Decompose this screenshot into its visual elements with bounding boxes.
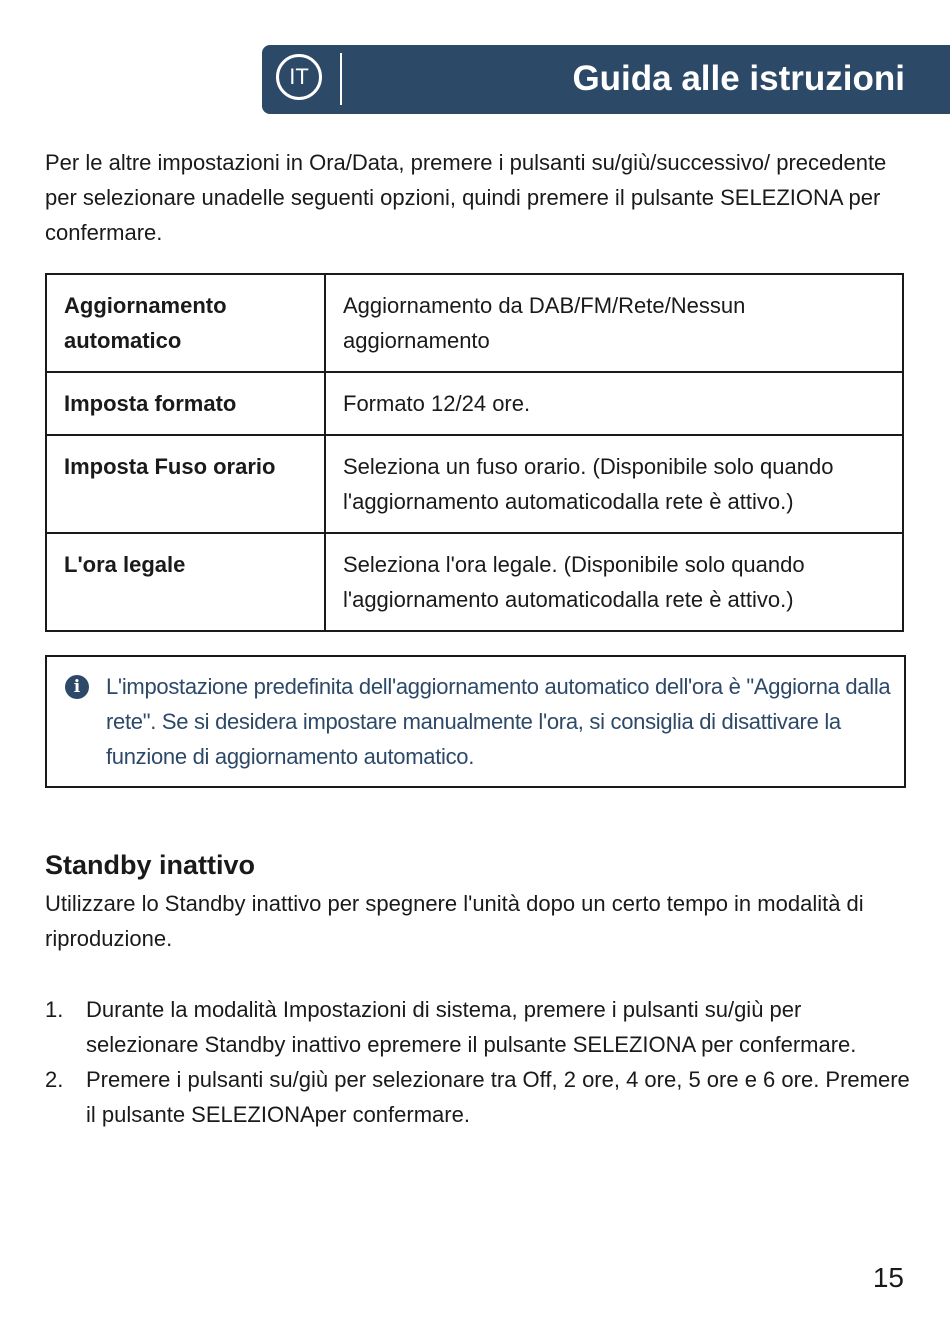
info-icon: i	[65, 675, 89, 699]
header-bar	[262, 45, 950, 114]
page-title: Guida alle istruzioni	[572, 59, 905, 98]
table-row	[46, 533, 903, 631]
list-item	[45, 1062, 915, 1132]
list-item	[45, 992, 915, 1062]
language-badge: IT	[276, 54, 322, 100]
steps-list	[45, 992, 915, 1132]
setting-name: Imposta Fuso orario	[46, 435, 325, 533]
setting-description: Aggiornamento da DAB/FM/Rete/Nessun aggiornamento	[325, 274, 903, 372]
info-note-text: L'impostazione predefinita dell'aggiornamento automatico dell'ora è "Aggiorna dalla rete". Se si desidera impostare manualmente l'ora, si consiglia di disattivare la funzione di aggiornamento automatico.	[106, 674, 891, 769]
step-text: Durante la modalità Impostazioni di sistema, premere i pulsanti su/giù per selezionare Standby inattivo epremere il pulsante SELEZIONA per confermare.	[86, 997, 857, 1057]
info-note-box	[45, 655, 906, 788]
intro-paragraph: Per le altre impostazioni in Ora/Data, premere i pulsanti su/giù/successivo/ precedente per selezionare unadelle seguenti opzioni, quindi premere il pulsante SELEZIONA per confermare.	[45, 150, 887, 245]
setting-name: L'ora legale	[46, 533, 325, 631]
settings-table	[45, 273, 904, 632]
setting-description: Seleziona l'ora legale. (Disponibile solo quando l'aggiornamento automaticodalla rete è attivo.)	[325, 533, 903, 631]
section-body: Utilizzare lo Standby inattivo per spegnere l'unità dopo un certo tempo in modalità di riproduzione.	[45, 891, 864, 951]
step-number: 1.	[45, 997, 64, 1022]
setting-description: Seleziona un fuso orario. (Disponibile solo quando l'aggiornamento automaticodalla rete è attivo.)	[325, 435, 903, 533]
table-row	[46, 274, 903, 372]
table-row	[46, 435, 903, 533]
step-text: Premere i pulsanti su/giù per selezionare tra Off, 2 ore, 4 ore, 5 ore e 6 ore. Premere il pulsante SELEZIONAper confermare.	[86, 1067, 910, 1127]
page-number: 15	[872, 1262, 904, 1293]
setting-name: Aggiornamento automatico	[46, 274, 325, 372]
setting-description: Formato 12/24 ore.	[325, 372, 903, 435]
table-row	[46, 372, 903, 435]
header-divider	[340, 53, 342, 105]
setting-name: Imposta formato	[46, 372, 325, 435]
section-heading: Standby inattivo	[45, 850, 256, 880]
step-number: 2.	[45, 1067, 64, 1092]
